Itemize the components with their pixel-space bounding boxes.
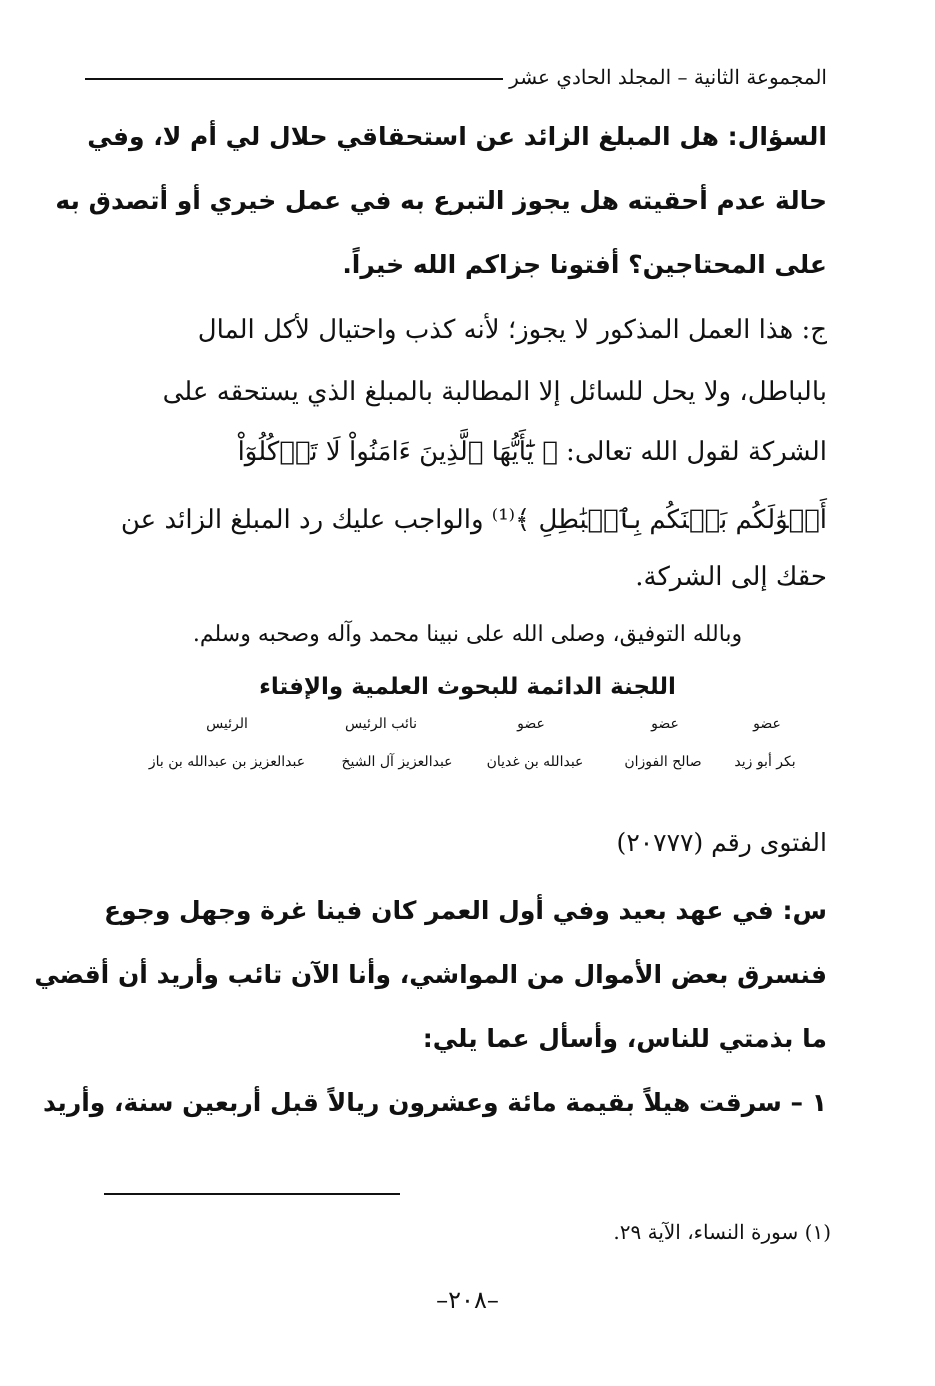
question2-line-3: ما بذمتي للناس، وأسأل عما يلي: (422, 1024, 827, 1053)
running-header (85, 62, 827, 92)
header-rule (85, 78, 503, 80)
answer1-line-3: الشركة لقول الله تعالى: ﴿ يَٰٓأَيُّهَا ٱلَّذِينَ ءَامَنُواْ لَا تَأۡكُلُوٓاْ (237, 437, 827, 467)
member-role-3: عضو (517, 716, 545, 732)
member-name-4: صالح الفوزان (624, 754, 702, 770)
member-role-5: عضو (753, 716, 781, 732)
answer1-line-5: حقك إلى الشركة. (635, 562, 827, 592)
footnote-rule (104, 1193, 400, 1195)
question2-line-2: فنسرق بعض الأموال من المواشي، وأنا الآن تائب وأريد أن أقضي (34, 960, 827, 989)
answer1-closing: وبالله التوفيق، وصلى الله على نبينا محمد وآله وصحبه وسلم. (192, 622, 743, 647)
answer1-line-4: أَمۡوَٰلَكُم بَيۡنَكُم بِٱلۡبَٰطِلِ ﴾⁽¹⁾ والواجب عليك رد المبلغ الزائد عن (120, 505, 827, 535)
member-name-1: عبدالعزيز بن عبدالله بن باز (148, 754, 306, 770)
member-name-2: عبدالعزيز آل الشيخ (341, 754, 453, 770)
answer1-line-2: بالباطل، ولا يحل للسائل إلا المطالبة بالمبلغ الذي يستحقه على (162, 377, 827, 407)
fatwa-number: الفتوى رقم (٢٠٧٧٧) (616, 828, 827, 857)
question1-line-3: على المحتاجين؟ أفتونا جزاكم الله خيراً. (342, 250, 827, 279)
committee-name: اللجنة الدائمة للبحوث العلمية والإفتاء (259, 674, 676, 700)
member-role-2: نائب الرئيس (344, 716, 418, 732)
question1-line-2: حالة عدم أحقيته هل يجوز التبرع به في عمل خيري أو أتصدق به (55, 186, 827, 215)
member-role-4: عضو (651, 716, 679, 732)
member-role-1: الرئيس (206, 716, 248, 732)
footnote: (١) سورة النساء، الآية ٢٩. (613, 1220, 831, 1244)
member-name-5: بكر أبو زيد (734, 754, 796, 770)
question2-line-4: ١ – سرقت هيلاً بقيمة مائة وعشرون ريالاً قبل أربعين سنة، وأريد (42, 1088, 827, 1117)
page-number: –٢٠٨– (436, 1286, 499, 1314)
member-name-3: عبدالله بن غديان (486, 754, 584, 770)
question2-line-1: س: في عهد بعيد وفي أول العمر كان فينا غرة وجهل وجوع (104, 896, 827, 925)
answer1-line-1: ج: هذا العمل المذكور لا يجوز؛ لأنه كذب واحتيال لأكل المال (197, 315, 827, 345)
running-title: المجموعة الثانية – المجلد الحادي عشر (509, 65, 827, 89)
question1-line-1: السؤال: هل المبلغ الزائد عن استحقاقي حلال لي أم لا، وفي (87, 122, 827, 151)
